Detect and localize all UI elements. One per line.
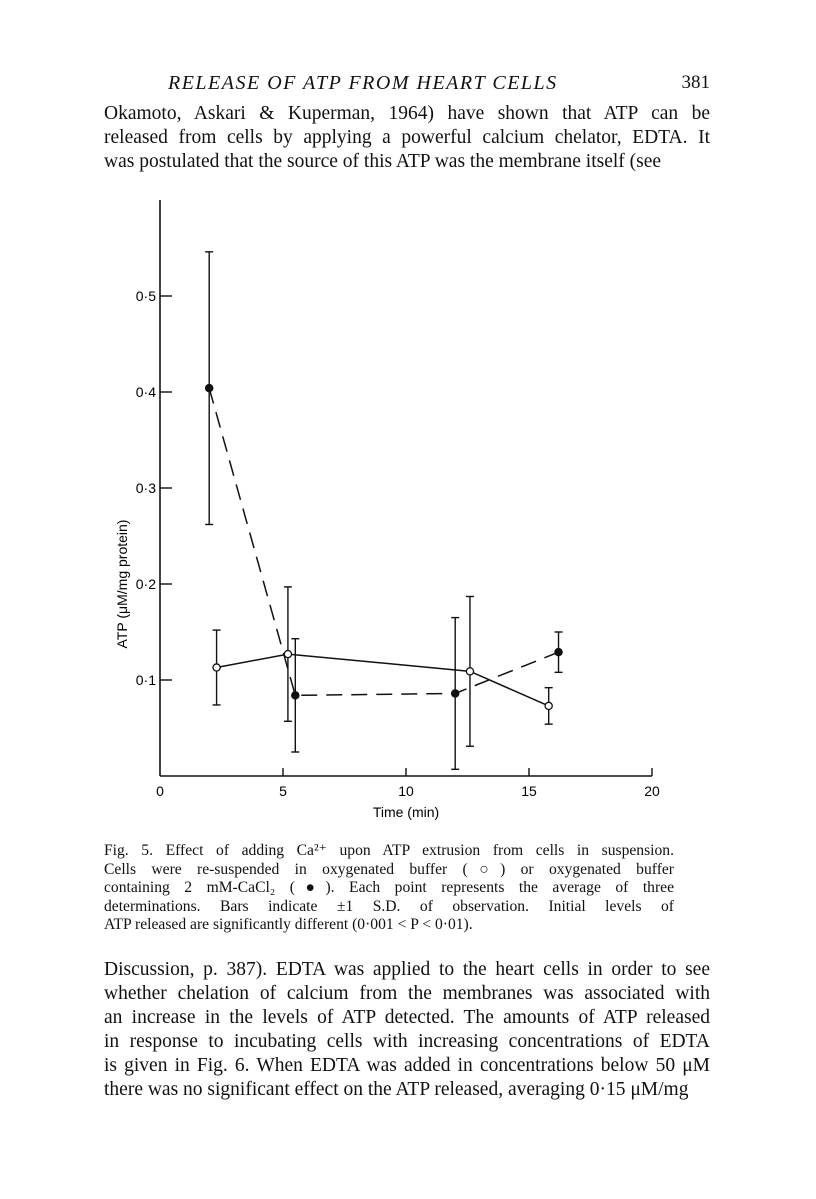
x-tick-label: 0	[156, 783, 164, 799]
text-line: there was no significant effect on the ATP released, averaging 0·15 μM/mg	[104, 1079, 689, 1100]
y-tick-label: 0·4	[135, 384, 156, 400]
filled-data-point	[292, 692, 299, 699]
text-line: is given in Fig. 6. When EDTA was added in concentrations below 50 μM	[104, 1055, 710, 1076]
text-line: Discussion, p. 387). EDTA was applied to the heart cells in order to see	[104, 959, 710, 980]
text-line: released from cells by applying a powerful calcium chelator, EDTA. It	[104, 127, 710, 148]
x-tick-label: 20	[644, 783, 660, 799]
running-title: RELEASE OF ATP FROM HEART CELLS	[168, 72, 558, 94]
text-line: whether chelation of calcium from the membranes was associated with	[104, 983, 710, 1004]
series-line	[217, 654, 549, 706]
text-line: was postulated that the source of this ATP was the membrane itself (see	[104, 151, 662, 172]
text-line: Okamoto, Askari & Kuperman, 1964) have shown that ATP can be	[104, 103, 710, 124]
open-data-point	[284, 650, 291, 657]
filled-data-point	[206, 385, 213, 392]
caption-line: Fig. 5. Effect of adding Ca²⁺ upon ATP extrusion from cells in suspension.	[104, 842, 674, 859]
x-axis-label: Time (min)	[372, 804, 440, 820]
y-tick-label: 0·5	[135, 288, 156, 304]
caption-line: containing 2 mM-CaCl₂ (●). Each point represents the average of three	[104, 879, 674, 896]
open-data-point	[466, 668, 473, 675]
y-axis-label: ATP (μM/mg protein)	[114, 519, 130, 649]
intro-paragraph	[104, 102, 710, 174]
text-line: an increase in the levels of ATP detected. The amounts of ATP released	[104, 1007, 710, 1028]
series-line	[209, 388, 558, 695]
open-data-point	[545, 702, 552, 709]
caption-line: ATP released are significantly different (0·001 < P < 0·01).	[104, 916, 473, 933]
series-lines	[209, 388, 558, 706]
figure-caption	[104, 842, 674, 935]
y-tick-label: 0·1	[135, 672, 156, 688]
figure-5-chart	[100, 198, 680, 834]
x-tick-label: 10	[398, 783, 414, 799]
x-tick-label: 5	[279, 783, 287, 799]
body-paragraph	[104, 958, 710, 1102]
page-number: 381	[681, 72, 710, 93]
open-data-point	[213, 664, 220, 671]
data-markers	[206, 385, 563, 710]
caption-line: determinations. Bars indicate ±1 S.D. of observation. Initial levels of	[104, 897, 674, 915]
error-bars	[205, 252, 562, 769]
text-line: in response to incubating cells with increasing concentrations of EDTA	[104, 1031, 710, 1052]
y-tick-label: 0·2	[135, 576, 156, 592]
filled-data-point	[452, 690, 459, 697]
chart-axes	[136, 200, 660, 799]
filled-data-point	[555, 649, 562, 656]
y-tick-label: 0·3	[135, 480, 156, 496]
caption-line: Cells were re-suspended in oxygenated buffer (○) or oxygenated buffer	[104, 860, 674, 878]
page-header	[104, 72, 710, 100]
x-tick-label: 15	[521, 783, 537, 799]
